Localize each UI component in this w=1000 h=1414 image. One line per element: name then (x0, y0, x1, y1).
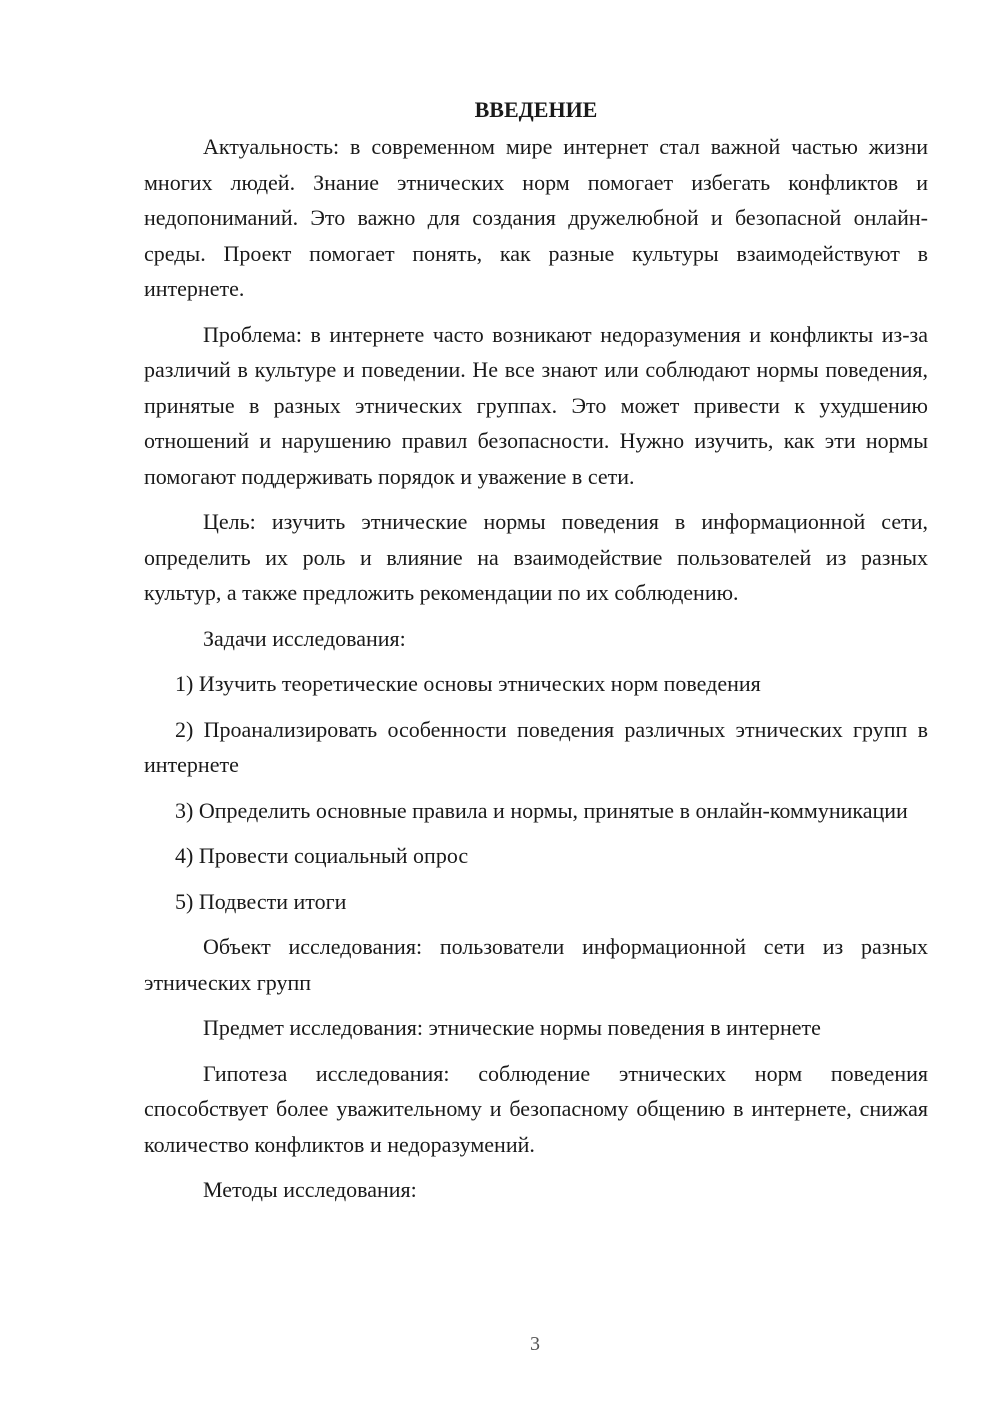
object-paragraph: Объект исследования: пользователи информационной сети из разных этнических групп (144, 934, 928, 995)
task-item-3: 3) Определить основные правила и нормы, принятые в онлайн-коммуникации (175, 797, 908, 823)
relevance-paragraph: Актуальность: в современном мире интернет стал важной частью жизни многих людей. Знание этнических норм помогает избегать конфликтов и недопониманий. Это важно для создания дружелюбной и безопасной онлайн-среды. Проект помогает понять, как разные культуры взаимодействуют в интернете. (144, 134, 928, 301)
task-item-1: 1) Изучить теоретические основы этнических норм поведения (175, 671, 761, 696)
hypothesis-paragraph: Гипотеза исследования: соблюдение этнических норм поведения способствует более уважительному и безопасному общению в интернете, снижая количество конфликтов и недоразумений. (144, 1060, 928, 1157)
section-heading: ВВЕДЕНИЕ (474, 97, 598, 122)
methods-paragraph: Методы исследования: (203, 1177, 417, 1202)
document-page (144, 92, 928, 1218)
page-number: 3 (530, 1333, 540, 1355)
problem-paragraph: Проблема: в интернете часто возникают недоразумения и конфликты из-за различий в культуре и поведении. Не все знают или соблюдают нормы поведения, принятые в разных этнических группах. Это может привести к ухудшению отношений и нарушению правил безопасности. Нужно изучить, как эти нормы помогают поддерживать порядок и уважение в сети. (144, 321, 928, 489)
task-item-2: 2) Проанализировать особенности поведения различных этнических групп в интернете (144, 716, 928, 777)
task-item-4: 4) Провести социальный опрос (175, 843, 469, 868)
task-item-5: 5) Подвести итоги (175, 888, 347, 914)
tasks-heading: Задачи исследования: (203, 625, 406, 651)
subject-paragraph: Предмет исследования: этнические нормы поведения в интернете (203, 1015, 821, 1040)
goal-paragraph: Цель: изучить этнические нормы поведения в информационной сети, определить их роль и влияние на взаимодействие пользователей из разных культур, а также предложить рекомендации по их соблюдению. (144, 509, 928, 605)
